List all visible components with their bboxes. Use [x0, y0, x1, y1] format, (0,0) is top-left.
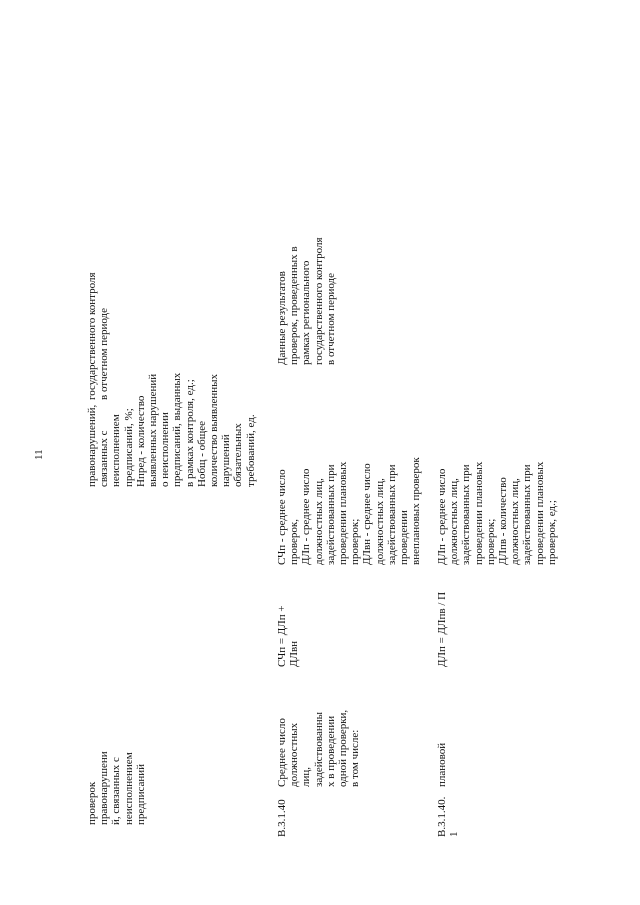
indicator-code: В.3.1.40 [276, 799, 288, 837]
indicator-formula: СЧп = ДЛп + ДЛвн [276, 605, 301, 667]
formula-description: ДЛп - среднее число должностных лиц, задействованных при проведении плановых проверок; ДЛпв - количество должностных лиц, задействованных при проведении плановых проверок, ед.; [436, 461, 558, 565]
formula-description: СЧп - среднее число проверок, ДЛп - среднее число должностных лиц, задействованных при проведении плановых проверок; ДЛвн - среднее число должностных лиц, задействованных при проведении внеплановых проверок [276, 457, 423, 565]
page-number: 11 [33, 449, 45, 460]
indicator-name: Среднее число должностных лиц, задействованны х в проведении одной проверки, в том числе: [276, 709, 362, 787]
indicator-name-continued: проверок правонарушени й, связанных с неисполнением предписаний [86, 751, 147, 825]
indicator-name: плановой [436, 742, 448, 787]
data-source-continued: государственного контроля в отчетном периоде [86, 272, 111, 400]
metric-description-continued: правонарушений, связанных с неисполнением предписаний, %; Нпред - количество выявленных нарушений о неисполнении предписаний, выданных в рамках контроля, ед.; Нобщ - общее количество выявленных нарушений обязательных требований, ед. [86, 372, 257, 487]
indicator-code: В.3.1.40. 1 [436, 796, 461, 837]
indicator-formula: ДЛп = ДЛпв / П [436, 591, 448, 667]
data-source: Данные результатов проверок, проведенных в рамках регионального государственного контроля в отчетном периоде [276, 237, 337, 365]
